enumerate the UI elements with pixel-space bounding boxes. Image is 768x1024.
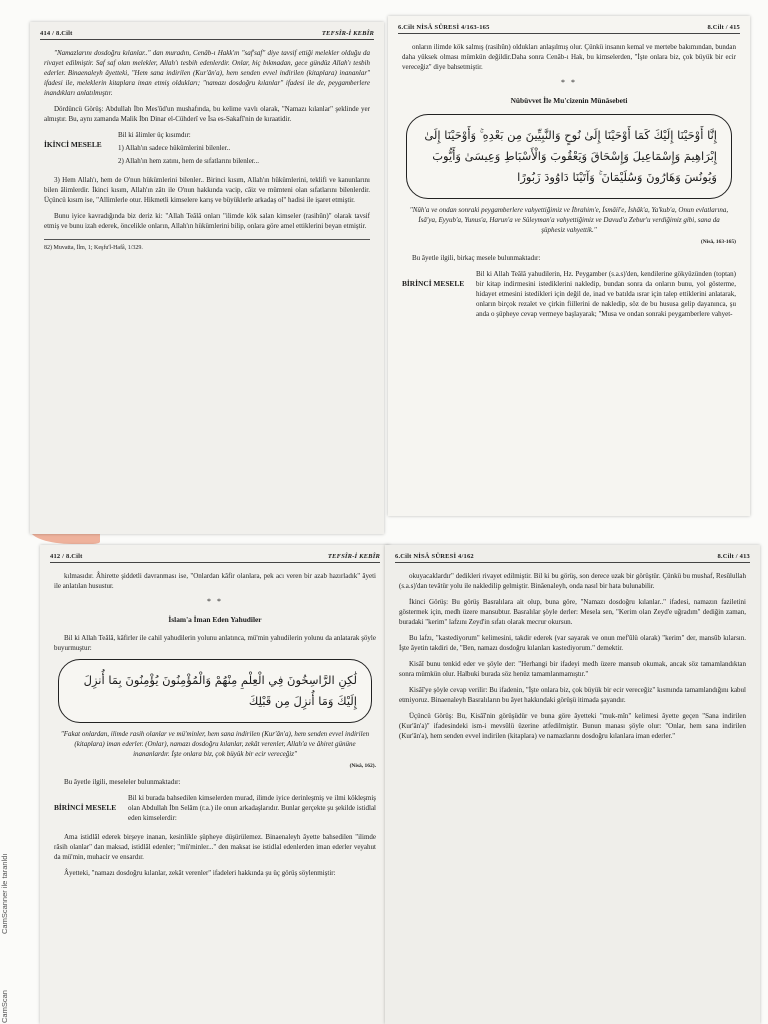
paragraph: 3) Hem Allah'ı, hem de O'nun hükümlerini bilenler.. Birinci kısım, Allah'ın hükümlerini, teklifi ve kanunlarını bilen âlimlerdir. İkinci kısım, Allah'ın zâtı ile O'nun hakkında vacip, câiz ve mümteni olan sıfatlarını bilenlerdir. Üçüncü kısım ise, "Allimlerle otur. Hikmetli kimselere karış ve büyüklerle arkadaş ol" hadisi ile işaret etmiştir. <box>44 176 370 204</box>
running-header <box>40 30 374 40</box>
page-415 <box>388 16 750 516</box>
paragraph: Üçüncü Görüş: Bu, Kisâî'nin görüşüdür ve buna göre âyetteki "muk-mîn" kelimesi âyette geçen "Sana indirilen (Kur'ân'a)" ifadesindeki ism-i mevsûlü üzerine atfedilmiştir. Bunun manası şöyle olur: "Onlar, hem sana indirilen (Kur'ân'a), hem senden evvel indirilen (kitaplara) ve namazlarını dosdoğru kılanlara iman ederler." <box>399 712 746 740</box>
mesele-body <box>128 793 376 826</box>
mesele-block <box>54 793 376 826</box>
paragraph: Dördüncü Görüş: Abdullah İbn Mes'ûd'un mushafında, bu kelime vavlı olarak, "Namazı kılanlar" şeklinde yer almıştır. Bu, aynı zamanda Malik İbn Dinar el-Cühderî ve İsa es-Sakafî'nin de kıraatidir. <box>44 105 370 123</box>
mesele-text: Bil ki burada bahsedilen kimselerden murad, ilimde iyice derinleşmiş ve ilmi kökleşmiş olan Abdullah İbn Selâm (r.a.) ile onun arkadaşlarıdır. Bunlar gerçekte şu şekilde istidlal eden kimselerdir: <box>128 794 376 822</box>
verse-reference: (Nisâ, 163-165) <box>700 239 736 245</box>
mesele-intro: Bil ki âlimler üç kısımdır: <box>118 131 191 139</box>
mesele-body <box>118 130 370 169</box>
paragraph: kılmasıdır. Âhirette şiddetli davranması ise, "Onlardan kâfir olanlara, pek acı veren bir azab hazırladık" âyeti ile anlatılan husustur. <box>54 572 376 590</box>
section-divider: * * <box>561 78 577 87</box>
paragraph: Bu âyetle ilgili, meseleler bulunmaktadır: <box>64 778 181 786</box>
paragraph: Bu âyetle ilgili, birkaç mesele bulunmaktadır: <box>412 254 541 262</box>
running-header <box>50 553 380 563</box>
page-414 <box>30 22 384 534</box>
mesele-label: BİRİNCİ MESELE <box>54 803 117 812</box>
page-number: 412 / 8.Cilt <box>50 553 83 560</box>
page-number: 8.Cilt / 413 <box>717 553 750 560</box>
paragraph: "Namazlarını dosdoğru kılanlar.." dan muradın, Cenâb-ı Hakk'ın "saf'saf" diye tavsif ettiği melekler olduğu da rivayet edilmiştir. Saf saf olan melekler, Allah'ı tesbih edenlerdir. Onlar, hiç bıkmadan, gece gündüz Allah'ı tesbih ederler. Binaenaleyh âyetteki, "Hem sana indirilen (Kur'ân'a), hem senden evvel indirilen (kitaplara) inananlar" ifadesi ile, meleklerin kitaplara iman etmiş oldukları; "namazı dosdoğru kılanlar" ifadesi ile de, peygamberlere inandıkları anlatılmıştır. <box>44 49 370 97</box>
page-body <box>399 571 746 1014</box>
page-body <box>44 48 370 524</box>
mesele-label: İKİNCİ MESELE <box>44 140 102 149</box>
mesele-item: 1) Allah'ın sadece hükümlerini bilenler.. <box>118 144 231 152</box>
mesele-block <box>44 130 370 169</box>
section-title: İslam'a İman Eden Yahudiler <box>168 615 262 624</box>
page-number: 8.Cilt / 415 <box>707 24 740 31</box>
chapter-title: 6.Cilt NİSÂ SÛRESİ 4/163-165 <box>398 24 490 31</box>
arabic-verse-box: لَٰكِنِ الرَّاسِخُونَ فِي الْعِلْمِ مِنْهُمْ وَالْمُؤْمِنُونَ يُؤْمِنُونَ بِمَا أُنزِلَ إِلَيْكَ وَمَا أُنزِلَ مِن قَبْلِكَ <box>58 659 372 723</box>
footnote: 82) Muvatta, İlm, 1; Keşfu'l-Hafâ, 1/329. <box>44 239 370 253</box>
arabic-verse-box: إِنَّا أَوْحَيْنَا إِلَيْكَ كَمَا أَوْحَيْنَا إِلَىٰ نُوحٍ وَالنَّبِيِّينَ مِن بَعْدِهِ ۚ وَأَوْحَيْنَا إِلَىٰ إِبْرَاهِيمَ وَإِسْمَاعِيلَ وَإِسْحَاقَ وَيَعْقُوبَ وَالْأَسْبَاطِ وَعِيسَىٰ وَأَيُّوبَ وَيُونُسَ وَهَارُونَ وَسُلَيْمَانَ ۚ وَآتَيْنَا دَاوُودَ زَبُورًا <box>406 114 732 199</box>
paragraph: Bu lafzı, "kastediyorum" kelimesini, takdir ederek (var sayarak ve onun mef'ûlü olarak) "kerim" der, mansûb kılarsın. İşte âyetin takdiri de, "Ben, namazı dosdoğru kılanları kastediyorum." demektir. <box>399 634 746 652</box>
page-412 <box>40 545 390 1024</box>
paragraph: İkinci Görüş: Bu görüş Basralılara ait olup, buna göre, "Namazı dosdoğru kılanlar.." ifadesi, namazın faziletini göstermek için, medh üzere mansubtur. Basralılar şöyle derler: Mesela sen, "Kerim olan Zeyd'e uğradım" dediğin zaman, buradaki "kerim" lafzını Zeyd'in sıfatı olarak mecrur okursun. <box>399 598 746 626</box>
section-divider: * * <box>207 597 223 606</box>
mesele-text: Bil ki Allah Teâlâ yahudilerin, Hz. Peygamber (s.a.s)'den, kendilerine gökyüzünden (toptan) bir kitap indirmesini istediklerini nakledip, bundan sonra da onların bunu, yol gösterme, hidayet etmesini istedikleri için değil de, inad ve batılda ısrar için talep ettiklerini anlatarak, onların birçok rezalet ve çirkin fiillerini de nakledip, söz de bu hususa gelip dayanınca, şu anda o şüpheye cevap vermeye başlayarak; "Musa ve ondan sonraki peygamberlere vahyet- <box>476 270 736 318</box>
running-header <box>398 24 740 34</box>
page-body <box>402 42 736 506</box>
mesele-body <box>476 269 736 322</box>
verse-translation: "Nûh'a ve ondan sonraki peygamberlere vahyettiğimiz ve İbrahim'e, İsmâil'e, İshâk'a, Ya'kub'a, Onun evlatlarına, İsâ'ya, Eyyub'a, Yunus'a, Harun'a ve Süleyman'a vahyettiğimiz ve Davud'a Zebur'u verdiğimiz gibi, sana da şüphesiz vahyettik." <box>409 206 729 234</box>
chapter-title: 6.Cilt NİSÂ SÛRESİ 4/162 <box>395 553 474 560</box>
mesele-label: BİRİNCİ MESELE <box>402 279 465 288</box>
running-header <box>395 553 750 563</box>
verse-reference: (Nisâ, 162). <box>349 763 376 769</box>
paragraph: Kisâî bunu tenkid eder ve şöyle der: "Herhangi bir ifadeyi medh üzere mansub okumak, ancak söz tamamlandıktan sonra mümkün olur. Halbuki burada söz henüz tamamlanmamıştır." <box>399 660 746 678</box>
paragraph: okuyacaklardır" dedikleri rivayet edilmiştir. Bil ki bu görüş, son derece uzak bir görüştür. Çünkü bu mushaf, Resûlullah (s.a.s)'dan tevâtür yolu ile nakledilip gelmiştir. Binâenaleyh, onda nasıl bir hata bulunabilir. <box>399 572 746 590</box>
page-body <box>54 571 376 1014</box>
section-title: Nübüvvet İle Mu'cizenin Münâsebeti <box>510 96 628 105</box>
page-413 <box>385 545 760 1024</box>
paragraph: onların ilimde kök salmış (rasihûn) oldukları anlaşılmış olur. Çünkü insanın kemal ve mertebe bakımından, bundan daha yüksek olması mümkün değildir.Daha sonra Cenâb-ı Hak, bu kimselerden, "İşte onlara biz, çok büyük bir ecir vereceğiz" diye bahsetmiştir. <box>402 43 736 71</box>
mesele-block <box>402 269 736 322</box>
paragraph: Bunu iyice kavradığında biz deriz ki: "Allah Teâlâ onları "ilimde kök salan kimseler (rasihûn)" olarak tavsif etmiş ve bunu izah ederek, öncelikle onların, Allah'ın hükümlerini bilip, onlara göre amel ettiklerini beyan etmiştir. <box>44 212 370 230</box>
paragraph: Ama istidlâl ederek birşeye inanan, kesinlikle şüpheye düşürülemez. Binaenaleyh âyette bahsedilen "ilimde râsih olanlar" dan maksad, istidlâl edenler; "mü'minler..." den maksat ise istidlal edenlerden iman ederler veyahut da mü'min, muhacir ve ensardır. <box>54 833 376 861</box>
verse-translation: "Fakat onlardan, ilimde rasih olanlar ve mü'minler, hem sana indirilen (Kur'ân'a), hem senden evvel indirilen (kitaplara) iman ederler. (Onlar), namazı dosdoğru kılanlar, zekât verenler, Allah'a ve âhiret gününe inananlardır. İşte onlara biz, çok büyük bir ecir vereceğiz" <box>60 730 370 758</box>
paragraph: Âyetteki, "namazı dosdoğru kılanlar, zekât verenler" ifadeleri hakkında şu üç görüş söylenmiştir: <box>64 869 336 877</box>
book-title: TEFSÎR-İ KEBÎR <box>327 553 380 560</box>
scanner-watermark-bottom: CamScan <box>0 990 9 1023</box>
page-number: 414 / 8.Cilt <box>40 30 73 37</box>
mesele-item: 2) Allah'ın hem zatını, hem de sıfatlarını bilenler... <box>118 157 260 165</box>
paragraph: Bil ki Allah Teâlâ, kâfirler ile cahil yahudilerin yolunu anlatınca, mü'min yahudilerin yolunu da anlatarak şöyle buyurmuştur: <box>54 634 376 652</box>
book-title: TEFSÎR-İ KEBÎR <box>321 30 374 37</box>
scanner-watermark: CamScanner ile taranldı <box>0 853 9 934</box>
paragraph: Kisâî'ye şöyle cevap verilir: Bu ifadenin, "İşte onlara biz, çok büyük bir ecir vereceğiz" kısmında tamamlandığını kabul etmiyoruz. Binaenaleyh Basralıların bu âyet hakkındaki görüşü itimada şayandır. <box>399 686 746 704</box>
